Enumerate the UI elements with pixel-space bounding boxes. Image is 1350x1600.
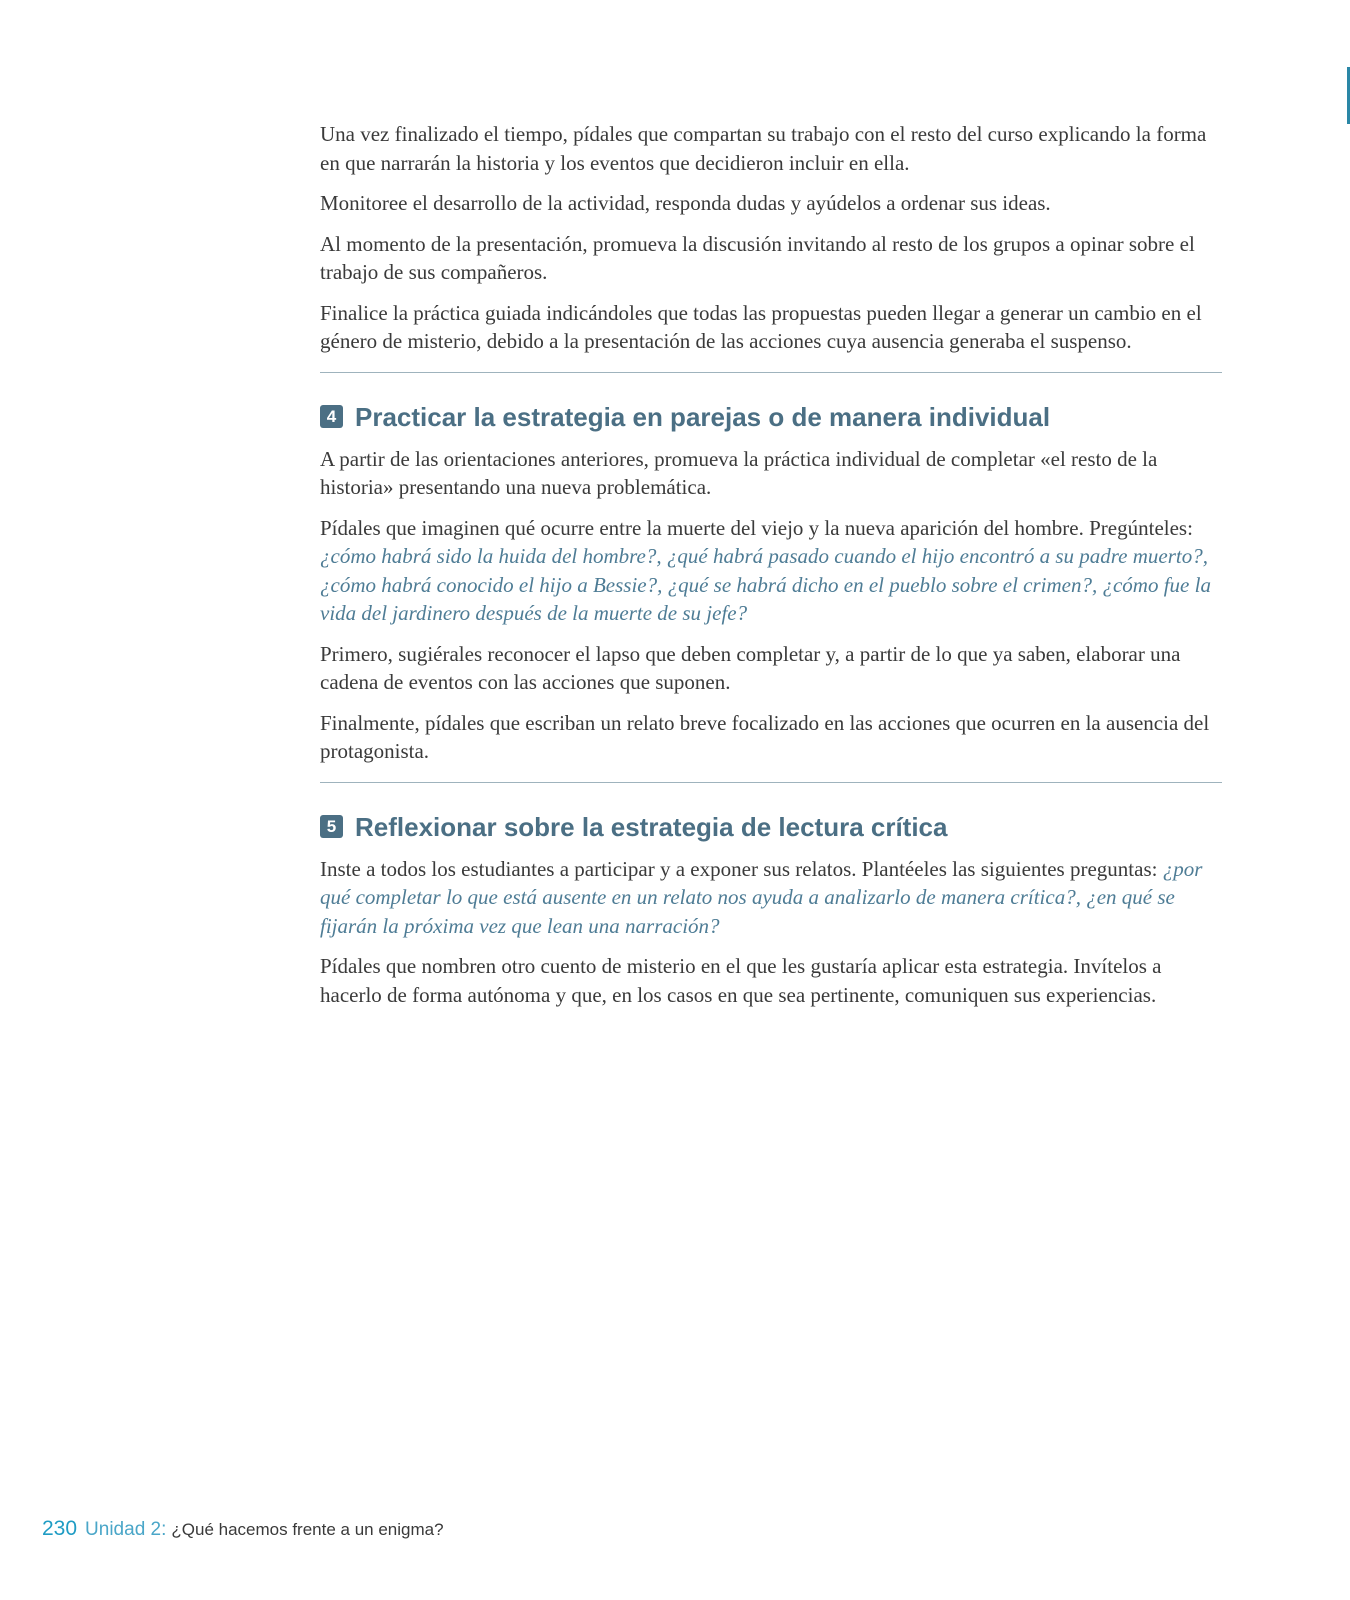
section-4-paragraph-2 xyxy=(320,514,1222,628)
section-4-number-badge: 4 xyxy=(320,405,343,428)
section-5-number-badge: 5 xyxy=(320,815,343,838)
section-4-paragraph-4: Finalmente, pídales que escriban un relato breve focalizado en las acciones que ocurren en la ausencia del protagonista. xyxy=(320,710,1210,763)
intro-paragraph-3: Al momento de la presentación, promueva la discusión invitando al resto de los grupos a opinar sobre el trabajo de sus compañeros. xyxy=(320,231,1195,284)
intro-paragraph-4: Finalice la práctica guiada indicándoles que todas las propuestas pueden llegar a generar un cambio en el género de misterio, debido a la presentación de las acciones cuya ausencia generaba el suspenso. xyxy=(320,300,1202,353)
unit-title: ¿Qué hacemos frente a un enigma? xyxy=(171,1520,444,1539)
section-4-heading xyxy=(320,401,1222,433)
section-5-paragraph-1 xyxy=(320,855,1222,941)
section-5-paragraph-1-text: Inste a todos los estudiantes a participar y a exponer sus relatos. Plantéeles las siguientes preguntas: xyxy=(320,856,1163,881)
page-number: 230 xyxy=(42,1517,78,1540)
section-divider xyxy=(320,782,1222,783)
page-content xyxy=(320,120,1222,1021)
unit-label: Unidad 2: xyxy=(85,1519,167,1540)
intro-paragraph-2: Monitoree el desarrollo de la actividad, responda dudas y ayúdelos a ordenar sus ideas. xyxy=(320,191,1051,215)
section-5-questions: ¿por qué completar lo que está ausente en un relato nos ayuda a analizarlo de manera crítica?, ¿en qué se fijarán la próxima vez que lean una narración? xyxy=(320,856,1203,938)
section-divider xyxy=(320,372,1222,373)
page-footer xyxy=(42,1517,444,1541)
intro-paragraph-1: Una vez finalizado el tiempo, pídales que compartan su trabajo con el resto del curso explicando la forma en que narrarán la historia y los eventos que decidieron incluir en ella. xyxy=(320,122,1207,175)
section-5-title: Reflexionar sobre la estrategia de lectura crítica xyxy=(355,811,948,842)
section-4-paragraph-3: Primero, sugiérales reconocer el lapso que deben completar y, a partir de lo que ya saben, elaborar una cadena de eventos con las acciones que suponen. xyxy=(320,641,1181,694)
section-4-title: Practicar la estrategia en parejas o de manera individual xyxy=(355,401,1051,432)
section-5-paragraph-2: Pídales que nombren otro cuento de misterio en el que les gustaría aplicar esta estrategia. Invítelos a hacerlo de forma autónoma y que, en los casos en que sea pertinente, comuniquen sus experiencias. xyxy=(320,954,1162,1007)
section-5-heading xyxy=(320,811,1222,843)
section-4-paragraph-2-text: Pídales que imaginen qué ocurre entre la muerte del viejo y la nueva aparición del hombre. Pregúnteles: xyxy=(320,515,1193,540)
section-4-questions: ¿cómo habrá sido la huida del hombre?, ¿qué habrá pasado cuando el hijo encontró a su padre muerto?, ¿cómo habrá conocido el hijo a Bessie?, ¿qué se habrá dicho en el pueblo sobre el crimen?, ¿cómo fue la vida del jardinero después de la muerte de su jefe? xyxy=(320,544,1211,625)
section-4-paragraph-1: A partir de las orientaciones anteriores, promueva la práctica individual de completar «el resto de la historia» presentando una nueva problemática. xyxy=(320,446,1158,499)
